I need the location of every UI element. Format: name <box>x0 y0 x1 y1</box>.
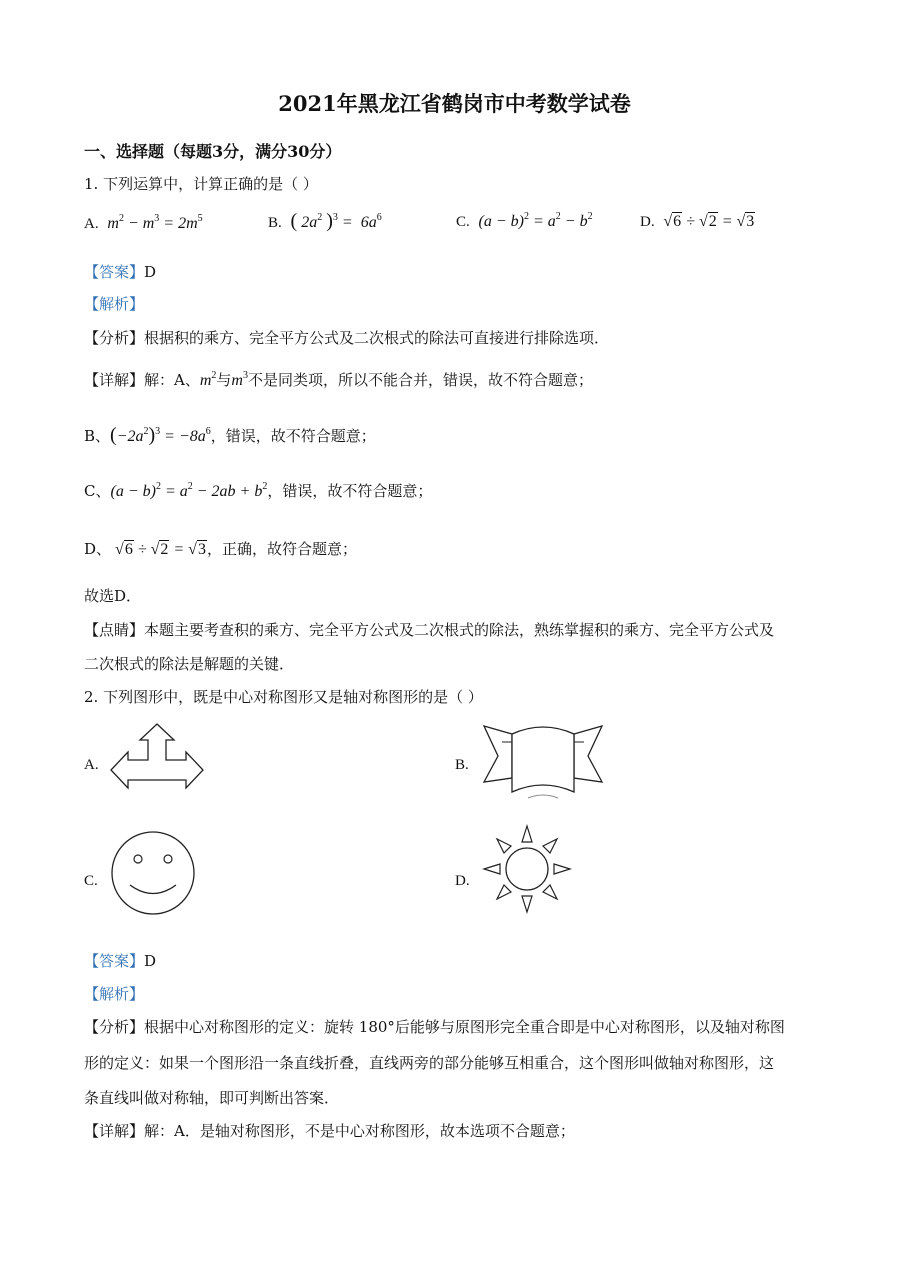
answer-value: D <box>144 263 157 281</box>
q1-option-d-label: D. <box>640 214 655 230</box>
q1-option-c-label: C. <box>456 214 470 230</box>
q1-dianjing-line1: 【点睛】本题主要考查积的乘方、完全平方公式及二次根式的除法，熟练掌握积的乘方、完全平方公式及 <box>84 621 775 639</box>
detail-prefix: 【详解】解：A、 <box>84 371 200 389</box>
q1-detail-c: C、$(a - b)^2 = a^2 - 2ab + b^2$，错误，故不符合题意； <box>84 481 433 500</box>
q2-option-b-label: B. <box>455 757 469 773</box>
detail-b-tail: ，错误，故不符合题意； <box>210 427 376 445</box>
detail-d-tail: ，正确，故符合题意； <box>206 540 357 558</box>
detail-mid: 与 <box>216 371 232 389</box>
q2-fenxi-line1: 【分析】根据中心对称图形的定义：旋转 180°后能够与原图形完全重合即是中心对称图形，以及轴对称图 <box>84 1018 785 1036</box>
answer-tag: 【答案】 <box>84 952 145 970</box>
answer-tag: 【答案】 <box>84 263 145 281</box>
q1-fenxi: 【分析】根据积的乘方、完全平方公式及二次根式的除法可直接进行排除选项． <box>84 329 610 347</box>
sun-icon <box>480 822 574 916</box>
section-heading: 一、选择题（每题3分，满分30分） <box>84 142 342 161</box>
q1-option-d: D. √6 ÷ √2 = √3 <box>640 213 755 230</box>
q1-option-b: B. ( $2a^2$ )$^3 = 6a^6$ <box>268 210 382 232</box>
detail-c-prefix: C、 <box>84 482 111 500</box>
q2-option-d-label: D. <box>455 873 470 889</box>
banner-icon <box>482 720 604 804</box>
q1-analysis-tag: 【解析】 <box>84 295 145 313</box>
smiley-face-icon <box>108 830 198 916</box>
q2-stem: 2. 下列图形中，既是中心对称图形又是轴对称图形的是（ ） <box>84 688 483 706</box>
q2-analysis-tag: 【解析】 <box>84 985 145 1003</box>
q1-option-b-label: B. <box>268 215 282 231</box>
q1-option-c: C. $(a - b)^2 = a^2 - b^2$ <box>456 211 593 230</box>
q1-detail-b: B、$(-2a^2)^3 = -8a^6$，错误，故不符合题意； <box>84 424 376 446</box>
arrows-icon <box>108 722 206 802</box>
q2-fenxi-line3: 条直线叫做对称轴，即可判断出答案． <box>84 1089 340 1107</box>
q1-option-a: A. $m^2 - m^3 = 2m^5$ <box>84 213 203 232</box>
q1-stem: 1. 下列运算中，计算正确的是（ ） <box>84 175 318 193</box>
q1-answer <box>84 261 156 282</box>
q2-detail: 【详解】解：A．是轴对称图形，不是中心对称图形，故本选项不合题意； <box>84 1122 575 1140</box>
q1-dianjing-line2: 二次根式的除法是解题的关键． <box>84 655 295 673</box>
detail-tail: 不是同类项，所以不能合并，错误，故不符合题意； <box>247 371 593 389</box>
q1-conclusion: 故选D． <box>84 587 142 605</box>
q2-answer <box>84 950 156 971</box>
detail-d-prefix: D、 <box>84 540 112 558</box>
detail-c-tail: ，错误，故不符合题意； <box>267 482 433 500</box>
q2-option-a-label: A. <box>84 757 99 773</box>
q1-option-a-label: A. <box>84 216 99 232</box>
page-title: 2021年黑龙江省鹤岗市中考数学试卷 <box>278 91 631 116</box>
q1-detail-d: D、 √6 ÷ √2 = √3，正确，故符合题意； <box>84 540 357 558</box>
answer-value: D <box>144 952 157 970</box>
q2-fenxi-line2: 形的定义：如果一个图形沿一条直线折叠，直线两旁的部分能够互相重合，这个图形叫做轴对称图形，这 <box>84 1054 775 1072</box>
q1-detail-a: 【详解】解：A、$m^2$与$m^3$不是同类项，所以不能合并，错误，故不符合题意； <box>84 370 593 389</box>
q2-option-c-label: C. <box>84 873 98 889</box>
detail-b-prefix: B、 <box>84 427 111 445</box>
